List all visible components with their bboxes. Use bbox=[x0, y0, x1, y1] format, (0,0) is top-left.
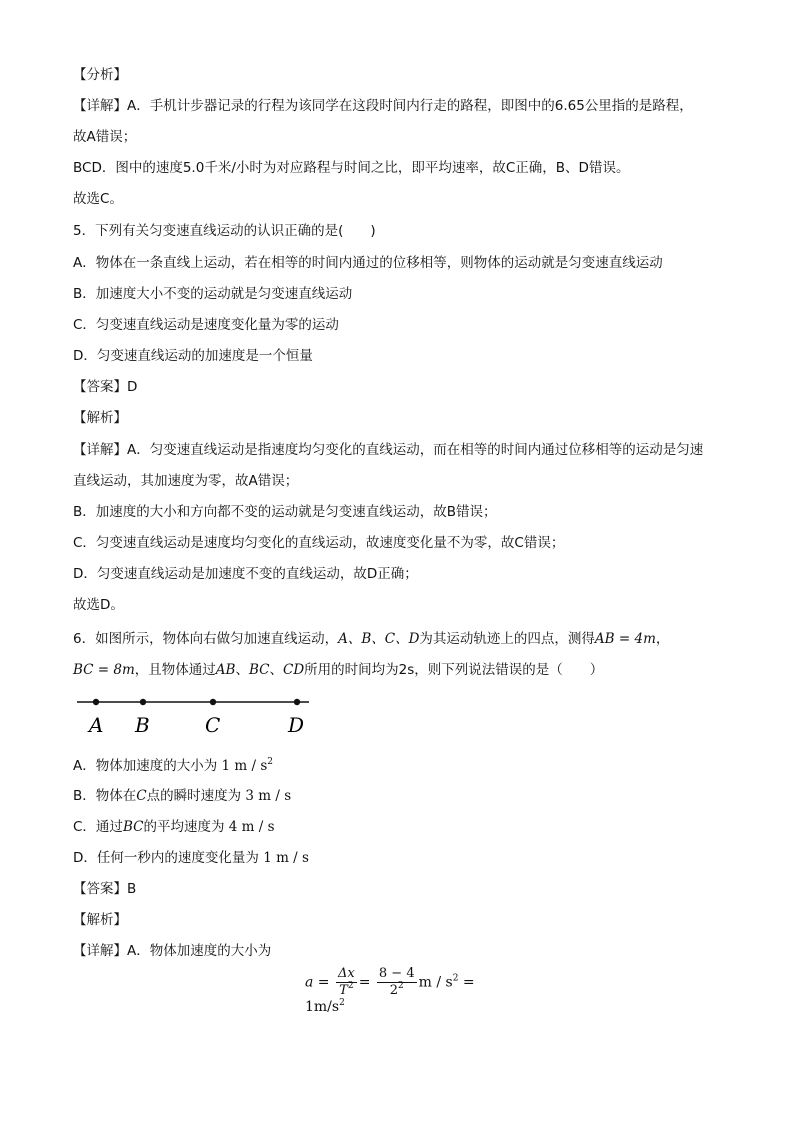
bc-equation: BC = 8m bbox=[73, 662, 135, 678]
option-d: D．任何一秒内的速度变化量为 1 m / s bbox=[73, 850, 309, 866]
question-stem-line2: BC = 8m，且物体通过AB、BC、CD所用的时间均为2s，则下列说法错误的是（ ） bbox=[73, 662, 604, 678]
ab-equation: AB = 4m bbox=[594, 631, 656, 647]
option-c: C．匀变速直线运动是速度变化量为零的运动 bbox=[73, 317, 339, 333]
analysis-label: 【解析】 bbox=[73, 410, 127, 426]
point-a-label: A bbox=[89, 713, 104, 737]
motion-track-diagram bbox=[75, 690, 315, 740]
fraction-numeric: $\frac{8 - 4}{2^2}$ bbox=[378, 966, 415, 998]
detail-text: BCD．图中的速度5.0千米/小时为对应路程与时间之比，即平均速率，故C正确，B、D错误。 bbox=[73, 160, 630, 176]
option-a: A．物体加速度的大小为 1 m / $s^2$ bbox=[73, 757, 274, 774]
answer-value: B bbox=[127, 881, 137, 897]
question-stem-line1: 6．如图所示，物体向右做匀加速直线运动，A、B、C、D为其运动轨迹上的四点，测得AB = 4m， bbox=[73, 631, 670, 647]
question-stem: 5．下列有关匀变速直线运动的认识正确的是( ) bbox=[73, 223, 376, 239]
option-c: C．通过BC的平均速度为 4 m / s bbox=[73, 819, 275, 835]
detail-text: D．匀变速直线运动是加速度不变的直线运动，故D正确； bbox=[73, 566, 418, 582]
point-d-label: D bbox=[288, 713, 305, 737]
detail-text: 故A错误； bbox=[73, 129, 137, 145]
conclusion-text: 故选D。 bbox=[73, 597, 124, 613]
detail-text: 【详解】A．物体加速度的大小为 bbox=[73, 943, 272, 959]
answer-line bbox=[73, 378, 137, 396]
points-label: A、B、C、D bbox=[338, 631, 420, 647]
answer-label: 【答案】 bbox=[73, 379, 127, 395]
answer-line bbox=[73, 880, 136, 898]
detail-text: B．加速度的大小和方向都不变的运动就是匀变速直线运动，故B错误； bbox=[73, 504, 497, 520]
answer-label: 【答案】 bbox=[73, 881, 127, 897]
analysis-label: 【分析】 bbox=[73, 67, 127, 83]
point-c-label: C bbox=[205, 713, 221, 737]
point-b-label: B bbox=[135, 713, 150, 737]
point-a-dot bbox=[93, 699, 99, 705]
point-b-dot bbox=[140, 699, 146, 705]
detail-text: 【详解】A．手机计步器记录的行程为该同学在这段时间内行走的路程，即图中的6.65公里指的是路程， bbox=[73, 98, 693, 114]
acceleration-formula: a = $\frac{\Delta x}{T^2}$ = $\frac{8 - 4}{2^2}$ $m / s^2 = 1m/s^2$ bbox=[305, 966, 475, 1015]
option-b: B．加速度大小不变的运动就是匀变速直线运动 bbox=[73, 286, 353, 302]
option-d: D．匀变速直线运动的加速度是一个恒量 bbox=[73, 348, 313, 364]
detail-text: 【详解】A．匀变速直线运动是指速度均匀变化的直线运动，而在相等的时间内通过位移相等的运动是匀速 bbox=[73, 442, 704, 458]
detail-text: C．匀变速直线运动是速度均匀变化的直线运动，故速度变化量不为零，故C错误； bbox=[73, 535, 565, 551]
option-a: A．物体在一条直线上运动，若在相等的时间内通过的位移相等，则物体的运动就是匀变速直线运动 bbox=[73, 255, 663, 271]
point-d-dot bbox=[294, 699, 300, 705]
answer-value: D bbox=[127, 379, 138, 395]
detail-text: 直线运动，其加速度为零，故A错误； bbox=[73, 473, 299, 489]
conclusion-text: 故选C。 bbox=[73, 191, 123, 207]
analysis-label: 【解析】 bbox=[73, 912, 127, 928]
point-c-dot bbox=[210, 699, 216, 705]
fraction-delta-x-over-t2: $\frac{\Delta x}{T^2}$ bbox=[337, 966, 355, 998]
option-b: B．物体在C点的瞬时速度为 3 m / s bbox=[73, 788, 292, 804]
